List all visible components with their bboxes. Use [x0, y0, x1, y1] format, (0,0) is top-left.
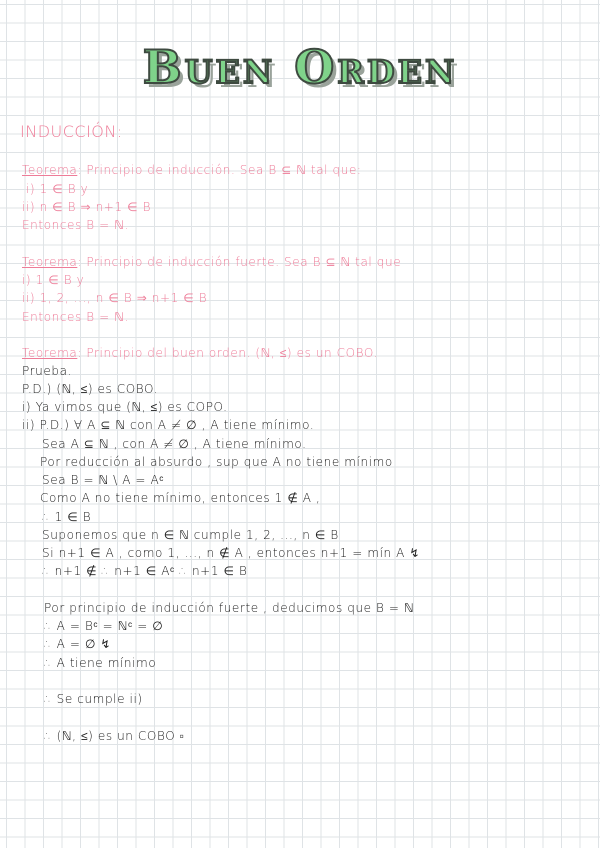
theorem-2-condition-i: i) 1 ∈ B y [22, 273, 85, 287]
theorem-2-heading [22, 255, 401, 269]
page-title: Buen Orden [142, 40, 458, 94]
proof-line: ∴ A = Bᶜ = ℕᶜ = ∅ [44, 619, 164, 633]
proof-line: Por reducción al absurdo , sup que A no tiene mínimo [40, 455, 393, 469]
proof-line: ∴ A tiene mínimo [44, 656, 157, 670]
proof-line: Como A no tiene mínimo, entonces 1 ∉ A , [40, 491, 321, 505]
proof-line: P.D.) (ℕ, ≤) es COBO. [22, 382, 159, 396]
proof-line: Suponemos que n ∈ ℕ cumple 1, 2, ..., n ∈ B [42, 528, 339, 542]
proof-line: ∴ 1 ∈ B [42, 510, 92, 524]
theorem-2-condition-ii: ii) 1, 2, ..., n ∈ B ⇒ n+1 ∈ B [22, 291, 208, 305]
proof-line: ∴ n+1 ∉ ∴ n+1 ∈ Aᶜ ∴ n+1 ∈ B [42, 564, 248, 578]
theorem-2-statement: : Principio de inducción fuerte. Sea B ⊆ ℕ tal que [77, 255, 402, 269]
proof-line: Por principio de inducción fuerte , deducimos que B = ℕ [44, 601, 415, 615]
proof-line: ∴ (ℕ, ≤) es un COBO ▫ [44, 729, 185, 743]
theorem-1-condition-i: i) 1 ∈ B y [26, 182, 89, 196]
theorem-1-heading [22, 163, 362, 177]
proof-line: ∴ A = ∅ ↯ [44, 637, 112, 651]
theorem-3-heading [22, 346, 378, 360]
proof-line: Sea B = ℕ \ A = Aᶜ [42, 473, 165, 487]
proof-line: ii) P.D.) ∀ A ⊆ ℕ con A ≠ ∅ , A tiene mínimo. [22, 418, 315, 432]
theorem-2-label: Teorema [22, 255, 78, 269]
theorem-3-statement: : Principio del buen orden. (ℕ, ≤) es un COBO. [77, 346, 378, 360]
theorem-1-condition-ii: ii) n ∈ B ⇒ n+1 ∈ B [22, 200, 152, 214]
proof-line: Si n+1 ∈ A , como 1, ..., n ∉ A , entonces n+1 = mín A ↯ [42, 546, 421, 560]
theorem-1-statement: : Principio de inducción. Sea B ⊆ ℕ tal que: [77, 163, 362, 177]
section-heading: INDUCCIÓN: [20, 122, 123, 141]
theorem-3-label: Teorema [22, 346, 78, 360]
proof-line: ∴ Se cumple ii) [44, 692, 143, 706]
proof-line: Prueba. [22, 364, 72, 378]
theorem-2-conclusion: Entonces B = ℕ. [22, 310, 129, 324]
proof-line: Sea A ⊆ ℕ , con A ≠ ∅ , A tiene mínimo. [42, 437, 307, 451]
proof-line: i) Ya vimos que (ℕ, ≤) es COPO. [22, 400, 228, 414]
theorem-1-conclusion: Entonces B = ℕ. [22, 218, 129, 232]
theorem-1-label: Teorema [22, 163, 78, 177]
